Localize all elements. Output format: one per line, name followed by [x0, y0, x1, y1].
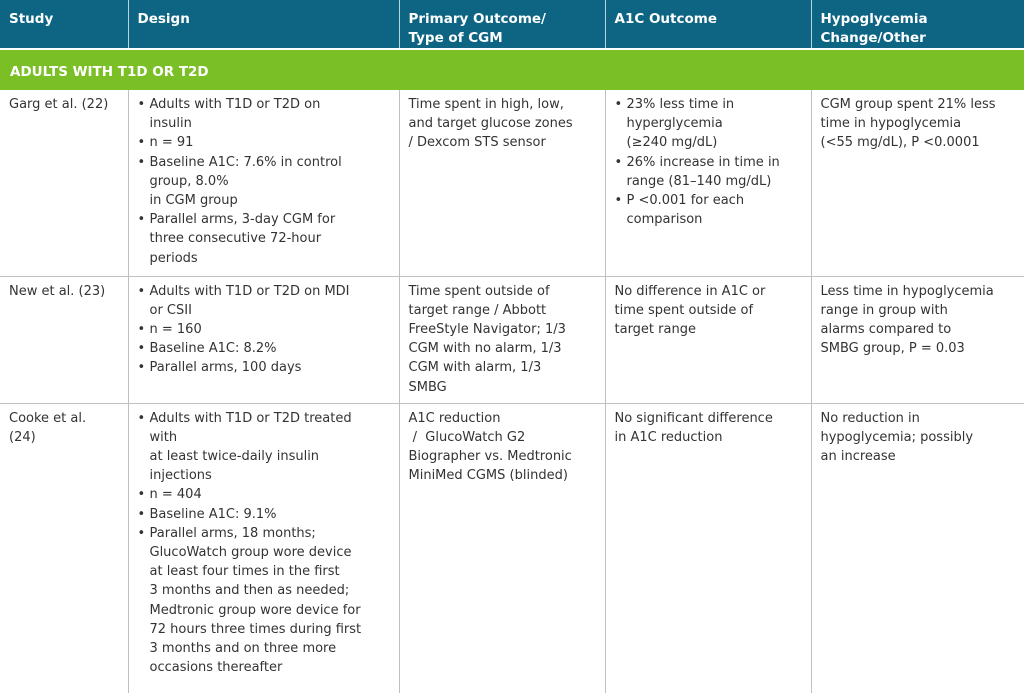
cell-line: alarms compared to: [820, 321, 952, 337]
cell-line: 3 months and then as needed;: [149, 583, 350, 599]
study-cell: [0, 276, 128, 403]
cell-line: • Parallel arms, 3-day CGM for: [149, 212, 336, 228]
a1c-outcome-cell: [605, 403, 811, 693]
table-row: [0, 276, 1024, 403]
cell-line: • Baseline A1C: 8.2%: [149, 341, 277, 357]
cell-line: insulin: [149, 116, 192, 132]
cell-line: CGM with alarm, 1/3: [408, 360, 542, 376]
cell-line: GlucoWatch group wore device: [149, 544, 352, 560]
cell-line: FreeStyle Navigator; 1/3: [408, 321, 566, 337]
cell-line: Garg et al. (22): [9, 97, 109, 112]
design-item: [138, 358, 391, 377]
cell-line: • Adults with T1D or T2D treated: [149, 410, 352, 426]
cell-line: No reduction in: [820, 410, 920, 426]
cell-line: MiniMed CGMS (blinded): [408, 468, 568, 484]
cell-line: CGM group spent 21% less: [820, 97, 996, 112]
design-list: [138, 95, 391, 268]
table-header: [0, 0, 1024, 49]
cell-line: • Adults with T1D or T2D on: [149, 97, 321, 112]
a1c-list: [615, 95, 803, 229]
design-cell: [128, 90, 399, 276]
cell-line: • Baseline A1C: 7.6% in control: [149, 154, 342, 170]
cell-line: / GlucoWatch G2: [408, 429, 526, 445]
cell-line: Time spent outside of: [408, 283, 550, 299]
cell-line: at least four times in the first: [149, 564, 340, 580]
cell-line: 72 hours three times during first: [149, 621, 362, 637]
cell-line: (<55 mg/dL), P <0.0001: [820, 135, 980, 151]
cell-line: (≥240 mg/dL): [626, 135, 718, 151]
header-row: [0, 0, 1024, 49]
cell-line: Less time in hypoglycemia: [820, 283, 994, 299]
header-label: Type of CGM: [408, 30, 503, 46]
cell-line: • Parallel arms, 18 months;: [149, 525, 316, 541]
cell-line: A1C reduction: [408, 410, 501, 426]
cell-line: • Adults with T1D or T2D on MDI: [149, 283, 350, 299]
header-primary-outcome: [399, 0, 605, 49]
cell-line: SMBG group, P = 0.03: [820, 341, 965, 357]
cell-line: Cooke et al.: [9, 410, 87, 426]
cell-line: hyperglycemia: [626, 116, 723, 132]
cell-line: • Baseline A1C: 9.1%: [149, 506, 277, 522]
cell-line: time spent outside of: [614, 302, 754, 318]
design-item: [138, 505, 391, 524]
cell-line: SMBG: [408, 379, 447, 395]
cell-line: comparison: [626, 212, 703, 228]
cell-line: range in group with: [820, 302, 948, 318]
cell-line: • n = 160: [149, 321, 202, 337]
cell-line: range (81–140 mg/dL): [626, 173, 772, 189]
cell-line: • Parallel arms, 100 days: [149, 360, 302, 376]
cell-line: • 23% less time in: [626, 97, 735, 112]
cell-line: 3 months and on three more: [149, 640, 337, 656]
header-design: [128, 0, 399, 49]
primary-outcome-cell: [399, 276, 605, 403]
design-item: [138, 210, 391, 268]
cell-line: with: [149, 429, 178, 445]
section-label: ADULTS WITH T1D OR T2D: [0, 49, 1024, 90]
cell-line: hypoglycemia; possibly: [820, 429, 974, 445]
cell-line: • P <0.001 for each: [626, 193, 745, 209]
header-label: Change/Other: [820, 30, 926, 46]
cell-line: injections: [149, 468, 212, 484]
design-cell: [128, 403, 399, 693]
header-label: A1C Outcome: [614, 11, 717, 27]
design-list: [138, 409, 391, 678]
design-list: [138, 282, 391, 378]
cell-line: an increase: [820, 448, 896, 464]
header-label: Study: [9, 11, 54, 27]
a1c-item: [615, 153, 803, 191]
design-item: [138, 153, 391, 211]
cell-line: No significant difference: [614, 410, 773, 426]
a1c-item: [615, 95, 803, 153]
a1c-outcome-cell: [605, 276, 811, 403]
header-study: [0, 0, 128, 49]
design-item: [138, 524, 391, 678]
cell-line: CGM with no alarm, 1/3: [408, 341, 562, 357]
design-item: [138, 339, 391, 358]
cell-line: in CGM group: [149, 193, 238, 209]
cell-line: or CSII: [149, 302, 192, 318]
study-cell: [0, 403, 128, 693]
cell-line: New et al. (23): [9, 283, 106, 299]
header-hypoglycemia: [811, 0, 1024, 49]
cell-line: Time spent in high, low,: [408, 97, 564, 112]
header-label: Primary Outcome/: [408, 11, 546, 27]
cell-line: Medtronic group wore device for: [149, 602, 361, 618]
cell-line: No difference in A1C or: [614, 283, 766, 299]
hypoglycemia-cell: [811, 276, 1024, 403]
section-row: [0, 49, 1024, 90]
cell-line: group, 8.0%: [149, 173, 229, 189]
cell-line: / Dexcom STS sensor: [408, 135, 546, 151]
cell-line: time in hypoglycemia: [820, 116, 962, 132]
table-row: [0, 90, 1024, 276]
study-cell: [0, 90, 128, 276]
a1c-item: [615, 191, 803, 229]
cell-line: at least twice-daily insulin: [149, 448, 320, 464]
cell-line: • 26% increase in time in: [626, 154, 780, 170]
design-item: [138, 95, 391, 133]
hypoglycemia-cell: [811, 90, 1024, 276]
cell-line: (24): [9, 429, 36, 445]
cell-line: in A1C reduction: [614, 429, 723, 445]
cell-line: target range / Abbott: [408, 302, 547, 318]
header-label: Hypoglycemia: [820, 11, 928, 27]
header-label: Design: [137, 11, 190, 27]
cell-line: • n = 404: [149, 487, 202, 503]
cell-line: three consecutive 72-hour: [149, 231, 322, 247]
hypoglycemia-cell: [811, 403, 1024, 693]
cell-line: occasions thereafter: [149, 660, 283, 676]
cell-line: Biographer vs. Medtronic: [408, 448, 572, 464]
cell-line: target range: [614, 321, 696, 337]
a1c-outcome-cell: [605, 90, 811, 276]
design-item: [138, 282, 391, 320]
primary-outcome-cell: [399, 90, 605, 276]
design-item: [138, 409, 391, 486]
cell-line: and target glucose zones: [408, 116, 573, 132]
design-item: [138, 320, 391, 339]
cell-line: • n = 91: [149, 135, 194, 151]
table-row: [0, 403, 1024, 693]
design-item: [138, 133, 391, 152]
design-cell: [128, 276, 399, 403]
design-item: [138, 485, 391, 504]
cell-line: periods: [149, 250, 198, 266]
table-body: [0, 49, 1024, 693]
primary-outcome-cell: [399, 403, 605, 693]
header-a1c-outcome: [605, 0, 811, 49]
